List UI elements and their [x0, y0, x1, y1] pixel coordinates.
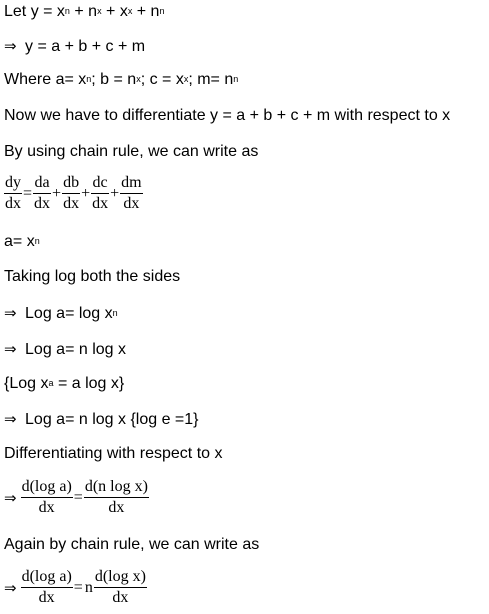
numerator: d(log a)	[21, 568, 73, 588]
log-derivative-equation	[4, 478, 149, 517]
text-segment: By using chain rule, we can write as	[4, 143, 259, 160]
fraction-dloga-dx	[21, 568, 73, 607]
fraction-dnlogx-dx	[84, 478, 149, 517]
numerator: db	[62, 174, 80, 194]
text-segment: + n	[69, 3, 98, 20]
denominator: dx	[112, 589, 129, 606]
numerator: dc	[91, 174, 109, 194]
text-segment: ; c = x	[140, 71, 184, 88]
exponent: n	[112, 308, 118, 318]
text-segment: Taking log both the sides	[4, 268, 181, 285]
fraction-dc-dx	[91, 174, 109, 213]
denominator: dx	[34, 195, 51, 212]
exponent: x	[97, 6, 102, 16]
text-segment: Now we have to differentiate y = a + b + c + m with respect to x	[4, 107, 451, 124]
chain-rule-equation	[4, 568, 147, 607]
differentiating-line	[4, 445, 222, 463]
instruction-line	[4, 107, 450, 125]
text-segment: ; m= n	[188, 71, 234, 88]
denominator: dx	[38, 589, 55, 606]
text-segment: + x	[101, 3, 128, 20]
text-segment: + n	[132, 3, 160, 20]
fraction-dm-dx	[120, 174, 142, 213]
text-segment: Again by chain rule, we can write as	[4, 536, 260, 553]
numerator: dy	[4, 174, 22, 194]
text-segment: Where a= x	[4, 71, 87, 88]
implies-icon: ⇒	[4, 304, 17, 322]
equals-sign: =	[73, 578, 83, 596]
exponent: n	[233, 74, 239, 84]
implies-icon: ⇒	[4, 37, 17, 55]
implies-icon: ⇒	[4, 488, 17, 507]
denominator: dx	[108, 499, 125, 516]
derivative-sum-equation	[4, 174, 143, 213]
text-segment: a= x	[4, 233, 35, 250]
coefficient: n	[84, 578, 93, 596]
numerator: da	[33, 174, 51, 194]
fraction-da-dx	[33, 174, 51, 213]
implies-icon: ⇒	[4, 410, 17, 428]
again-chain-rule-line	[4, 536, 259, 554]
denominator: dx	[63, 195, 80, 212]
a-definition-line	[4, 233, 40, 251]
denominator: dx	[5, 195, 21, 212]
plus-sign: +	[81, 184, 91, 202]
taking-log-line	[4, 268, 180, 286]
plus-sign: +	[52, 184, 62, 202]
plus-sign: +	[110, 184, 120, 202]
text-segment: Let y = x	[4, 3, 65, 20]
fraction-db-dx	[62, 174, 80, 213]
denominator: dx	[92, 195, 109, 212]
exponent: n	[64, 6, 70, 16]
fraction-dloga-dx	[21, 478, 73, 517]
definition-line	[4, 3, 164, 21]
text-segment: Log a= log x	[20, 305, 113, 322]
exponent: a	[48, 378, 54, 388]
text-segment: ; b = n	[91, 71, 137, 88]
log-rule-line	[4, 375, 124, 393]
fraction-dy-dx	[4, 174, 22, 213]
text-segment: y = a + b + c + m	[20, 38, 146, 55]
denominator: dx	[123, 195, 140, 212]
chain-rule-line	[4, 143, 258, 161]
log-line-2	[4, 340, 126, 359]
exponent: x	[183, 74, 189, 84]
log-line-1	[4, 304, 118, 323]
text-segment: Differentiating with respect to x	[4, 445, 223, 462]
fraction-dlogx-dx	[94, 568, 147, 607]
text-segment: Log a= n log x	[20, 341, 126, 358]
exponent: n	[159, 6, 165, 16]
exponent: n	[34, 236, 40, 246]
text-segment: = a log x}	[53, 375, 125, 392]
implies-icon: ⇒	[4, 578, 17, 597]
substitution-line	[4, 37, 145, 56]
implies-icon: ⇒	[4, 340, 17, 358]
equals-sign: =	[73, 488, 83, 506]
exponent: x	[136, 74, 141, 84]
exponent: n	[86, 74, 92, 84]
text-segment: Log a= n log x {log e =1}	[20, 411, 199, 428]
text-segment: {Log x	[4, 375, 49, 392]
log-line-3	[4, 410, 199, 429]
numerator: d(n log x)	[84, 478, 149, 498]
denominator: dx	[38, 499, 55, 516]
numerator: dm	[120, 174, 142, 194]
equals-sign: =	[23, 184, 33, 202]
where-line	[4, 71, 238, 89]
numerator: d(log a)	[21, 478, 73, 498]
numerator: d(log x)	[94, 568, 147, 588]
exponent: x	[127, 6, 133, 16]
